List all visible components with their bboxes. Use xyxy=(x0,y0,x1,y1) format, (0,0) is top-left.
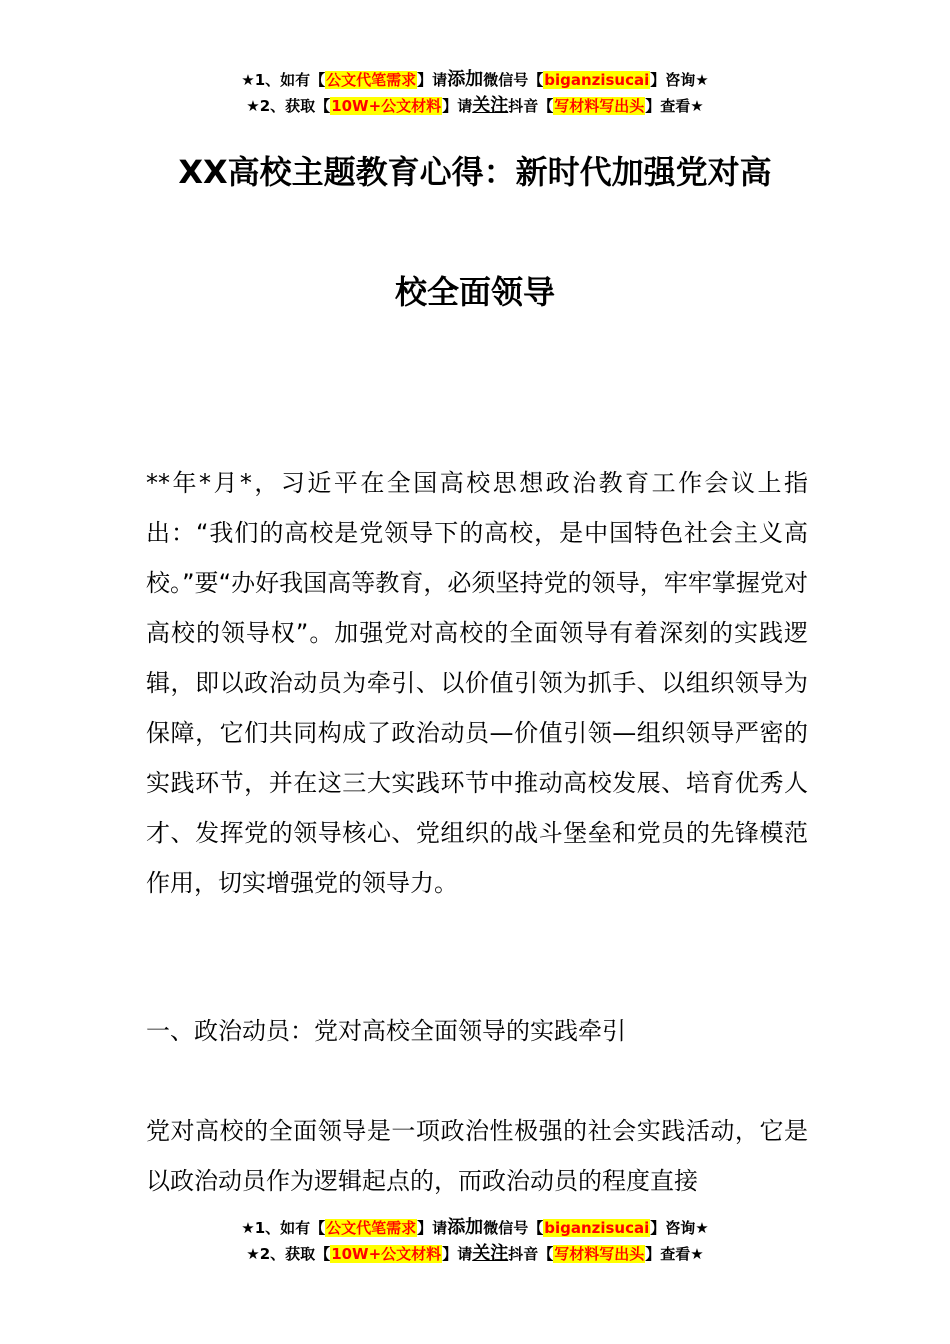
promo-emphasis: 添加 xyxy=(447,1217,484,1238)
paragraph-text: 党对高校的全面领导是一项政治性极强的社会实践活动，它是以政治动员作为逻辑起点的，而政治动员的程度直接 xyxy=(146,1117,808,1195)
promo-text: ★2、获取【 xyxy=(246,97,331,115)
promo-emphasis: 关注 xyxy=(472,1243,509,1264)
promo-emphasis: 添加 xyxy=(447,69,484,90)
promo-highlight: 10W+公文材料 xyxy=(331,97,442,115)
heading-text: 一、政治动员：党对高校全面领导的实践牵引 xyxy=(146,1017,626,1045)
promo-text: 】咨询★ xyxy=(650,1219,709,1237)
promo-text: 】请 xyxy=(417,1219,448,1237)
promo-text: 】请 xyxy=(442,1245,473,1263)
promo-footer xyxy=(0,1215,950,1267)
promo-line-1 xyxy=(0,67,950,93)
promo-text: 】查看★ xyxy=(645,1245,704,1263)
promo-highlight: 公文代笔需求 xyxy=(326,1219,417,1237)
promo-text: ★2、获取【 xyxy=(246,1245,331,1263)
promo-text: 】请 xyxy=(442,97,473,115)
body-paragraph-2 xyxy=(146,1106,808,1206)
promo-text: 微信号【 xyxy=(483,1219,544,1237)
promo-text: 微信号【 xyxy=(483,71,544,89)
promo-highlight: 写材料写出头 xyxy=(554,1245,645,1263)
promo-line-2 xyxy=(0,93,950,119)
promo-line-1 xyxy=(0,1215,950,1241)
promo-highlight: biganzisucai xyxy=(544,1219,650,1237)
document-title-line-1: XX高校主题教育心得：新时代加强党对高 xyxy=(178,153,772,191)
promo-line-2 xyxy=(0,1241,950,1267)
promo-text: ★1、如有【 xyxy=(241,1219,326,1237)
paragraph-text: **年*月*，习近平在全国高校思想政治教育工作会议上指出：“我们的高校是党领导下的高校，是中国特色社会主义高校。”要“办好我国高等教育，必须坚持党的领导，牢牢掌握党对高校的领导权”。加强党对高校的全面领导有着深刻的实践逻辑，即以政治动员为牵引、以价值引领为抓手、以组织领导为保障，它们共同构成了政治动员—价值引领—组织领导严密的实践环节，并在这三大实践环节中推动高校发展、培育优秀人才、发挥党的领导核心、党组织的战斗堡垒和党员的先锋模范作用，切实增强党的领导力。 xyxy=(146,469,808,897)
promo-header xyxy=(0,67,950,119)
document-title-line-2: 校全面领导 xyxy=(394,273,555,311)
promo-highlight: 写材料写出头 xyxy=(554,97,645,115)
body-paragraph-1 xyxy=(146,458,808,908)
promo-text: 】查看★ xyxy=(645,97,704,115)
promo-highlight: 公文代笔需求 xyxy=(326,71,417,89)
promo-emphasis: 关注 xyxy=(472,95,509,116)
promo-text: 抖音【 xyxy=(508,97,554,115)
promo-text: 】咨询★ xyxy=(650,71,709,89)
promo-text: 】请 xyxy=(417,71,448,89)
promo-text: 抖音【 xyxy=(508,1245,554,1263)
promo-highlight: 10W+公文材料 xyxy=(331,1245,442,1263)
promo-text: ★1、如有【 xyxy=(241,71,326,89)
section-heading-1 xyxy=(146,1006,808,1056)
promo-highlight: biganzisucai xyxy=(544,71,650,89)
